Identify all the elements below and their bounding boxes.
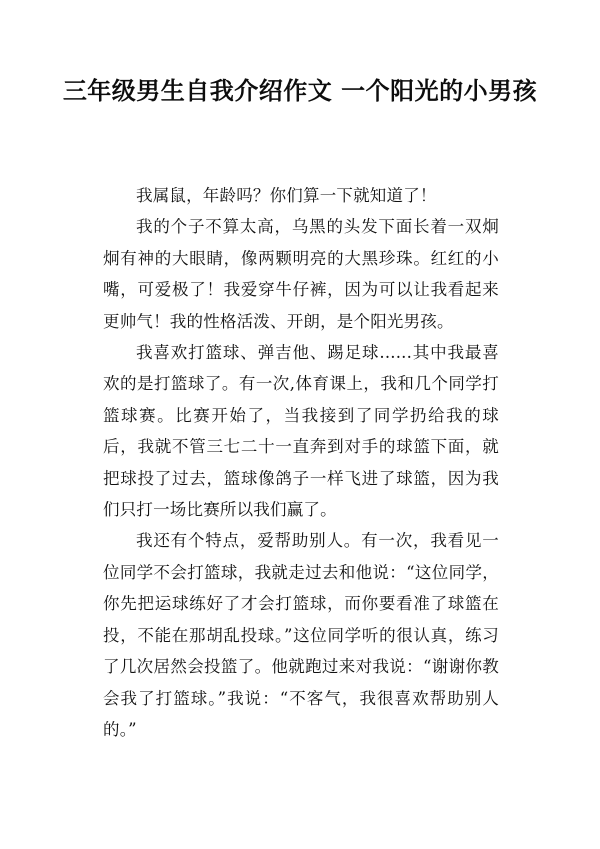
paragraph-1: 我属鼠，年龄吗？你们算一下就知道了！ bbox=[136, 186, 437, 205]
document-title: 三年级男生自我介绍作文 一个阳光的小男孩 bbox=[62, 77, 538, 105]
document-body bbox=[103, 180, 499, 745]
paragraph-2: 我的个子不算太高，乌黑的头发下面长着一双炯炯有神的大眼睛，像两颗明亮的大黑珍珠。红红的小嘴，可爱极了！我爱穿牛仔裤，因为可以让我看起来更帅气！我的性格活泼、开朗，是个阳光男孩。 bbox=[103, 217, 499, 331]
paragraph-3: 我喜欢打篮球、弹吉他、踢足球......其中我最喜欢的是打篮球了。有一次,体育课上，我和几个同学打篮球赛。比赛开始了，当我接到了同学扔给我的球后，我就不管三七二十一直奔到对手的球篮下面，就把球投了过去，篮球像鸽子一样飞进了球篮，因为我们只打一场比赛所以我们赢了。 bbox=[103, 343, 499, 520]
paragraph-4: 我还有个特点，爱帮助别人。有一次，我看见一位同学不会打篮球，我就走过去和他说：“这位同学，你先把运球练好了才会打篮球，而你要看准了球篮在投，不能在那胡乱投球。”这位同学听的很认真，练习了几次居然会投篮了。他就跑过来对我说：“谢谢你教会我了打篮球。”我说：“不客气，我很喜欢帮助别人的。” bbox=[103, 531, 499, 739]
